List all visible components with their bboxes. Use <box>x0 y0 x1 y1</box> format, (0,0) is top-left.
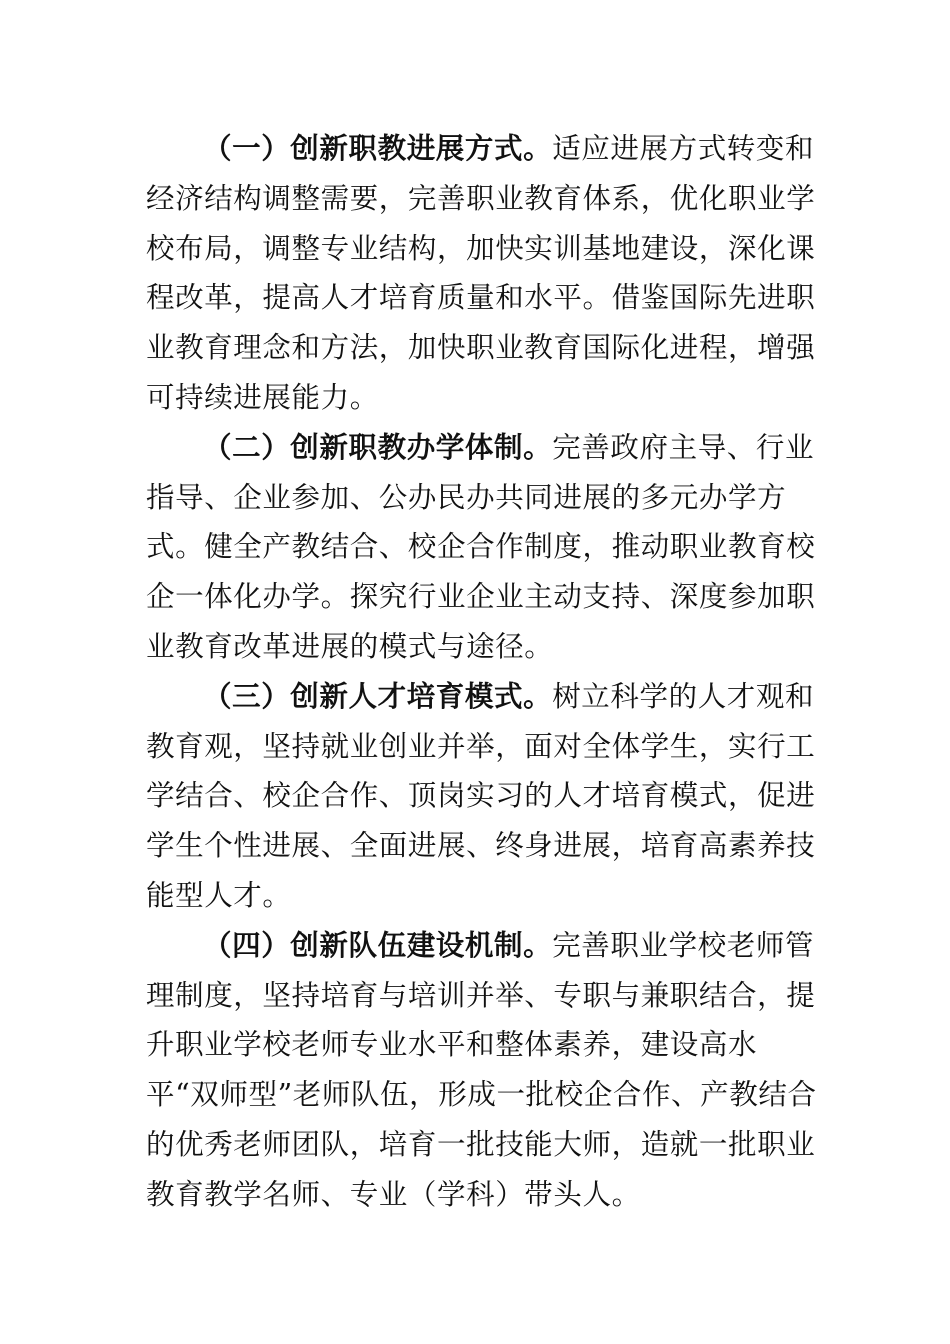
paragraph-1-text: 适应进展方式转变和经济结构调整需要，完善职业教育体系，优化职业学校布局，调整专业结构，加快实训基地建设，深化课程改革，提高人才培育质量和水平。借鉴国际先进职业教育理念和方法，加快职业教育国际化进程，增强可持续进展能力。 <box>146 132 816 414</box>
paragraph-3-heading: （三）创新人才培育模式。 <box>203 679 553 713</box>
paragraph-2-text: 完善政府主导、行业指导、企业参加、公办民办共同进展的多元办学方式。健全产教结合、校企合作制度，推动职业教育校企一体化办学。探究行业企业主动支持、深度参加职业教育改革进展的模式与途径。 <box>146 430 816 663</box>
document-body <box>146 124 818 1220</box>
paragraph-3 <box>146 672 818 921</box>
paragraph-4-heading: （四）创新队伍建设机制。 <box>203 928 553 962</box>
paragraph-4 <box>146 921 818 1220</box>
paragraph-4-text: 完善职业学校老师管理制度，坚持培育与培训并举、专职与兼职结合，提升职业学校老师专业水平和整体素养，建设高水平“双师型”老师队伍，形成一批校企合作、产教结合的优秀老师团队，培育一批技能大师，造就一批职业教育教学名师、专业（学科）带头人。 <box>146 928 817 1211</box>
paragraph-1-heading: （一）创新职教进展方式。 <box>203 132 553 165</box>
paragraph-2-heading: （二）创新职教办学体制。 <box>203 430 553 464</box>
paragraph-2 <box>146 423 818 672</box>
paragraph-3-text: 树立科学的人才观和教育观，坚持就业创业并举，面对全体学生，实行工学结合、校企合作、顶岗实习的人才培育模式，促进学生个性进展、全面进展、终身进展，培育高素养技能型人才。 <box>146 679 816 912</box>
paragraph-1 <box>146 124 818 423</box>
